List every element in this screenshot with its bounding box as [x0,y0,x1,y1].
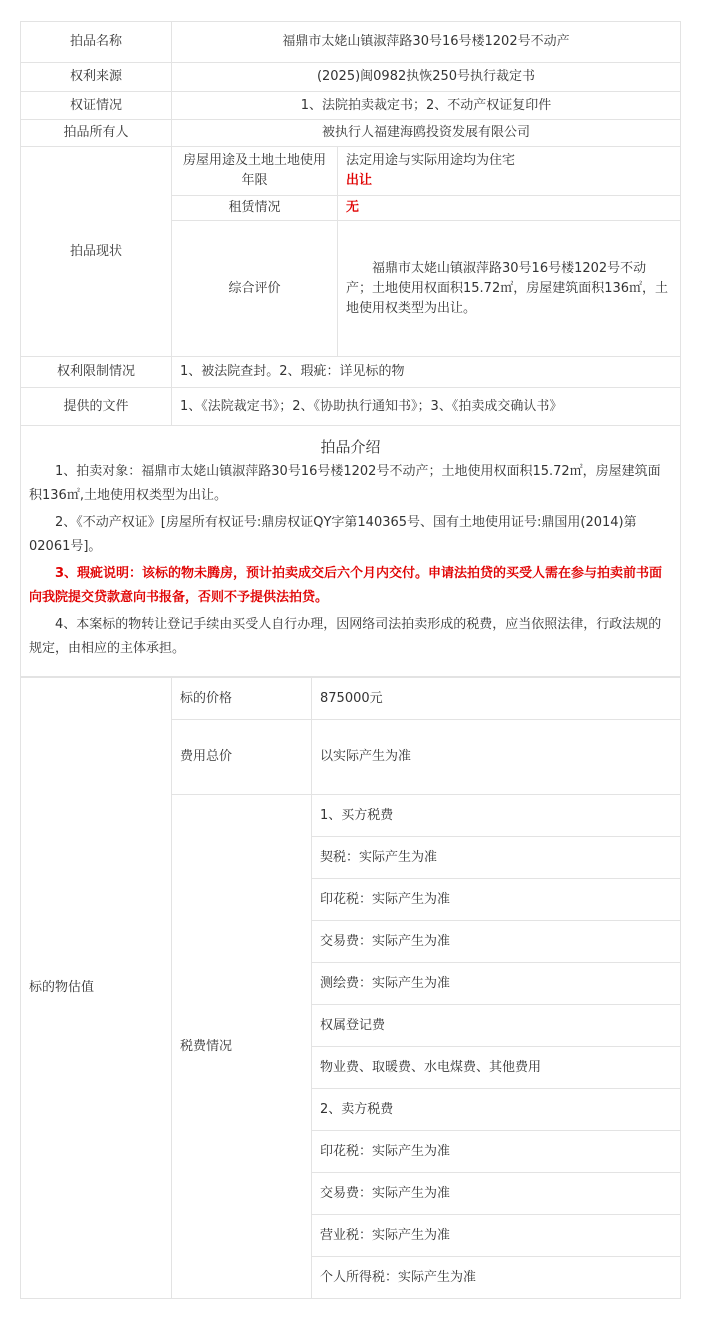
restriction-value: 1、被法院查封。2、瑕疵：详见标的物 [172,357,681,388]
documents-label: 提供的文件 [21,388,172,426]
valuation-label: 标的物估值 [21,678,172,1299]
rights-source-value: (2025)闽0982执恢250号执行裁定书 [172,63,681,92]
evaluation-label: 综合评价 [172,221,338,357]
tax-item: 印花税：实际产生为准 [312,1131,681,1173]
tax-label: 税费情况 [172,795,312,1299]
usage-value-term: 出让 [346,173,373,188]
item-name-label: 拍品名称 [21,22,172,63]
certificate-value: 1、法院拍卖裁定书；2、不动产权证复印件 [172,92,681,120]
auction-info-container [20,21,680,1299]
tax-item: 交易费：实际产生为准 [312,1173,681,1215]
usage-label: 房屋用途及土地土地使用年限 [172,147,338,196]
certificate-label: 权证情况 [21,92,172,120]
tax-item: 营业税：实际产生为准 [312,1215,681,1257]
item-name-value: 福鼎市太姥山镇淑萍路30号16号楼1202号不动产 [172,22,681,63]
auction-info-table [20,21,681,677]
total-fee-label: 费用总价 [172,720,312,795]
documents-value: 1、《法院裁定书》；2、《协助执行通知书》；3、《拍卖成交确认书》 [172,388,681,426]
tax-item: 交易费：实际产生为准 [312,921,681,963]
row-introduction [21,426,681,677]
valuation-table [20,677,681,1299]
price-value: 875000元 [312,678,681,720]
introduction-section [21,426,681,677]
status-label: 拍品现状 [21,147,172,357]
rights-source-label: 权利来源 [21,63,172,92]
row-restriction [21,357,681,388]
introduction-title: 拍品介绍 [320,438,381,456]
owner-label: 拍品所有人 [21,120,172,147]
tax-item: 2、卖方税费 [312,1089,681,1131]
usage-value-cell [338,147,681,196]
row-rights-source [21,63,681,92]
tax-item: 物业费、取暖费、水电煤费、其他费用 [312,1047,681,1089]
tax-item: 测绘费：实际产生为准 [312,963,681,1005]
intro-paragraph-2: 2、《不动产权证》[房屋所有权证号:鼎房权证QY字第140365号、国有土地使用证号:鼎国用(2014)第02061号]。 [29,515,637,554]
row-owner [21,120,681,147]
lease-label: 租赁情况 [172,196,338,221]
tax-item: 1、买方税费 [312,795,681,837]
total-fee-value: 以实际产生为准 [312,720,681,795]
evaluation-value: 福鼎市太姥山镇淑萍路30号16号楼1202号不动产；土地使用权面积15.72㎡，房屋建筑面积136㎡，土地使用权类型为出让。 [338,221,681,357]
tax-item: 权属登记费 [312,1005,681,1047]
intro-paragraph-3-defect: 3、瑕疵说明：该标的物未腾房，预计拍卖成交后六个月内交付。申请法拍贷的买受人需在参与拍卖前书面向我院提交贷款意向书报备，否则不予提供法拍贷。 [29,566,663,605]
intro-paragraph-1: 1、拍卖对象：福鼎市太姥山镇淑萍路30号16号楼1202号不动产；土地使用权面积15.72㎡，房屋建筑面积136㎡,土地使用权类型为出让。 [29,464,661,503]
row-certificate [21,92,681,120]
restriction-label: 权利限制情况 [21,357,172,388]
price-label: 标的价格 [172,678,312,720]
tax-item: 个人所得税：实际产生为准 [312,1257,681,1299]
row-documents [21,388,681,426]
usage-value: 法定用途与实际用途均为住宅 [346,153,516,168]
row-price [21,678,681,720]
tax-item: 契税：实际产生为准 [312,837,681,879]
intro-paragraph-4: 4、本案标的物转让登记手续由买受人自行办理，因网络司法拍卖形成的税费，应当依照法律，行政法规的规定，由相应的主体承担。 [29,617,662,656]
row-usage [21,147,681,196]
tax-item: 印花税：实际产生为准 [312,879,681,921]
row-item-name [21,22,681,63]
owner-value: 被执行人福建海鸥投资发展有限公司 [172,120,681,147]
lease-value: 无 [338,196,681,221]
